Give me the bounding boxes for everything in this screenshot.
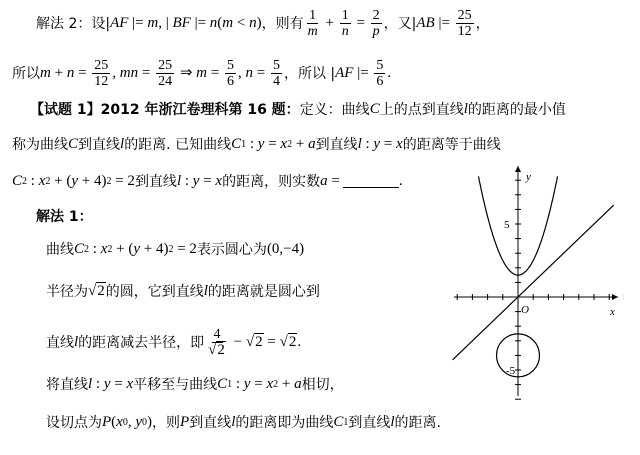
math-symbol: : (181, 173, 193, 189)
math-fraction (271, 58, 282, 89)
math-variable: x (215, 173, 223, 189)
math-symbol: = (252, 65, 269, 81)
math-superscript: 2 (107, 243, 113, 255)
fraction-numerator: 2 (372, 8, 380, 23)
math-variable: y (257, 136, 265, 152)
math-variable: x (396, 136, 403, 152)
math-variable: x (38, 173, 46, 189)
math-symbol: ( (217, 15, 223, 31)
fraction-denominator: 6 (226, 74, 234, 89)
math-fraction (92, 58, 110, 89)
math-variable: C (231, 136, 242, 152)
math-symbol: = (74, 65, 91, 81)
text-segment: 到直线 (348, 414, 391, 431)
math-variable: l (231, 414, 236, 430)
math-symbol: ) (256, 15, 262, 31)
math-variable: C (217, 376, 228, 392)
math-variable: C (12, 173, 23, 189)
math-symbol: = (380, 136, 397, 152)
math-symbol: = 2 (173, 241, 197, 257)
math-variable: C (68, 136, 79, 152)
text-segment: ， (475, 15, 490, 32)
math-symbol: ⇒ (176, 65, 197, 81)
math-fraction (206, 327, 228, 358)
math-symbol: (0,−4) (266, 241, 305, 257)
text-segment: 到直线 (78, 136, 121, 153)
math-variable: m (147, 15, 159, 31)
math-symbol: = (250, 376, 267, 392)
math-symbol: + ( (112, 241, 134, 257)
math-superscript: 2 (106, 175, 112, 187)
math-symbol: = (207, 65, 223, 81)
math-symbol: < (233, 15, 250, 31)
math-fraction (456, 8, 474, 39)
math-symbol: : (246, 136, 258, 152)
text-line-l9 (46, 327, 301, 358)
x-axis-arrow (612, 294, 618, 300)
text-segment: ，则有 (261, 15, 304, 32)
math-variable: y (373, 136, 381, 152)
math-symbol: + (321, 15, 338, 31)
text-segment: 的距离即为曲线 (235, 414, 334, 431)
coordinate-graph (448, 160, 624, 400)
text-segment: 到直线 (134, 173, 177, 190)
text-segment: 直线 (46, 334, 74, 351)
math-subscript: 0 (142, 416, 148, 428)
fraction-denominator: p (372, 24, 380, 39)
math-symbol: = (138, 65, 155, 81)
math-symbol: + (278, 376, 295, 392)
math-subscript: 1 (343, 416, 349, 428)
math-symbol: + ( (50, 173, 72, 189)
math-variable: y (71, 173, 78, 189)
math-variable: x (280, 136, 288, 152)
sqrt-radicand: 2 (97, 283, 105, 299)
math-symbol: = (263, 334, 280, 350)
math-subscript: 2 (22, 175, 28, 187)
fraction-numerator: 25 (94, 58, 109, 73)
math-variable: x (126, 376, 134, 392)
fraction-denominator: 4 (272, 74, 280, 89)
fraction-denominator: 6 (376, 74, 384, 89)
math-symbol: : (361, 136, 374, 152)
text-segment: 平移至与曲线 (133, 376, 218, 393)
y-axis-arrow (515, 166, 521, 172)
answer-blank (343, 175, 399, 188)
text-segment: 到直线 (315, 136, 358, 153)
math-variable: mn (119, 65, 139, 81)
text-segment: 的距离就是圆心到 (207, 283, 320, 300)
math-variable: m (196, 65, 208, 81)
text-segment: 半径为 (46, 283, 88, 300)
sqrt-radicand: 2 (255, 334, 263, 350)
text-segment: 称为曲线 (12, 136, 68, 153)
math-fraction (340, 8, 351, 39)
math-symbol: = (199, 173, 216, 189)
math-variable: y (135, 414, 143, 430)
sqrt-symbol: √2 (88, 283, 105, 299)
math-symbol: , (112, 65, 120, 81)
text-line-l3 (30, 102, 566, 117)
fraction-numerator: 5 (272, 58, 280, 73)
math-variable: BF (172, 15, 191, 31)
math-variable: y (192, 173, 200, 189)
math-variable: l (120, 136, 125, 152)
math-symbol: + (50, 65, 67, 81)
math-symbol: = (264, 136, 281, 152)
sqrt-radicand: 2 (217, 342, 225, 358)
text-segment: 的距离等于曲线 (402, 136, 501, 153)
math-superscript: 2 (273, 378, 279, 390)
text-line-l6 (36, 210, 93, 224)
math-subscript: 0 (122, 416, 128, 428)
math-symbol: : (92, 376, 104, 392)
text-segment: 上的点到直线 (379, 101, 464, 118)
text-line-l11 (46, 415, 441, 430)
math-symbol: . (387, 65, 392, 81)
text-line-l8 (46, 284, 320, 299)
fraction-numerator: 5 (226, 58, 234, 73)
math-variable: a (308, 136, 316, 152)
math-subscript: 1 (241, 138, 247, 150)
math-symbol: + 4) (78, 173, 107, 189)
fraction-denominator: n (341, 24, 349, 39)
math-variable: x (116, 414, 123, 430)
text-segment: ，所以 | (283, 65, 336, 82)
text-segment: 所以 (12, 65, 40, 82)
math-superscript: 2 (45, 175, 51, 187)
text-line-l4 (12, 137, 501, 152)
sqrt-symbol: √2 (208, 342, 225, 358)
origin-label: O (521, 304, 529, 316)
text-line-l2 (12, 58, 391, 89)
text-segment: 解法 2：设| (36, 15, 111, 32)
text-segment: ，则 (152, 414, 181, 431)
math-symbol: , (237, 65, 246, 81)
fraction-numerator: 4 (213, 327, 221, 342)
math-symbol: − (229, 334, 246, 350)
math-variable: P (180, 414, 190, 430)
math-variable: n (209, 15, 218, 31)
math-variable: l (390, 414, 395, 430)
math-fraction (306, 8, 320, 39)
math-variable: x (266, 376, 274, 392)
sqrt-symbol: √2 (279, 334, 297, 350)
fraction-numerator: 25 (457, 8, 472, 23)
fraction-numerator: 25 (158, 58, 173, 73)
math-symbol: |= (128, 15, 148, 31)
math-variable: l (74, 334, 79, 350)
text-segment: 的距离的最小值 (467, 101, 566, 118)
text-segment: 到直线 (189, 414, 232, 431)
fraction-denominator (206, 343, 228, 358)
text-segment: ，又| (383, 15, 417, 32)
math-variable: C (369, 101, 380, 117)
math-symbol: ( (111, 414, 117, 430)
math-symbol: : (89, 241, 101, 257)
fraction-numerator: 5 (376, 58, 384, 73)
text-segment: 表示圆心为 (196, 241, 267, 258)
fraction-numerator: 1 (309, 8, 317, 23)
math-superscript: 2 (287, 138, 293, 150)
math-variable: AF (335, 65, 354, 81)
math-variable: n (66, 65, 75, 81)
math-fraction (225, 58, 236, 89)
math-variable: x (100, 241, 108, 257)
math-variable: l (463, 101, 468, 117)
x-axis-label: x (610, 306, 615, 318)
text-segment: 的圆，它到直线 (105, 283, 204, 300)
math-symbol: = (352, 15, 369, 31)
math-symbol: + (292, 136, 309, 152)
tick-label-5: 5 (504, 219, 510, 231)
text-segment: 相切， (301, 376, 344, 393)
math-variable: y (133, 241, 140, 257)
y-axis-label: y (526, 171, 531, 183)
math-symbol: ) (147, 414, 153, 430)
math-variable: y (243, 376, 251, 392)
math-variable: a (294, 376, 302, 392)
math-symbol: = (110, 376, 127, 392)
text-line-l7 (46, 242, 304, 257)
text-line-l10 (46, 377, 344, 392)
text-segment: 设切点为 (46, 414, 102, 431)
fraction-denominator: 24 (158, 74, 173, 89)
text-line-l5 (12, 174, 403, 189)
line-y-equals-x (453, 205, 614, 360)
math-fraction (156, 58, 174, 89)
math-symbol: |= (353, 65, 373, 81)
text-segment: 解法 1： (36, 209, 93, 225)
math-subscript: 2 (84, 243, 90, 255)
fraction-numerator: 1 (341, 8, 349, 23)
text-segment: 的距离. (394, 414, 441, 431)
text-segment: 曲线 (46, 241, 74, 258)
sqrt-symbol: √2 (245, 334, 263, 350)
math-symbol: , | (158, 15, 173, 31)
math-variable: l (203, 283, 208, 299)
text-segment: 将直线 (46, 376, 88, 393)
math-superscript: 2 (168, 243, 174, 255)
math-variable: n (249, 15, 257, 31)
math-variable: C (333, 414, 344, 430)
math-symbol: |= (190, 15, 210, 31)
fraction-denominator: m (307, 24, 318, 39)
math-fraction (371, 8, 382, 39)
fraction-denominator: 12 (94, 74, 109, 89)
math-variable: C (74, 241, 85, 257)
text-segment: 的距离，则实数 (222, 173, 321, 190)
math-symbol: + 4) (140, 241, 169, 257)
text-segment: 【试题 1】2012 年浙江卷理科第 16 题： (30, 101, 300, 118)
math-variable: AF (110, 15, 129, 31)
math-symbol: , (127, 414, 136, 430)
text-segment: 定义：曲线 (299, 101, 370, 118)
math-fraction (374, 58, 385, 89)
math-symbol: . (297, 334, 302, 350)
text-segment: 的距离. 已知曲线 (124, 136, 232, 153)
math-symbol: . (398, 173, 403, 189)
sqrt-radicand: 2 (288, 334, 297, 350)
math-symbol: : (27, 173, 39, 189)
math-variable: l (88, 376, 93, 392)
math-variable: l (357, 136, 362, 152)
math-symbol: = 2 (111, 173, 135, 189)
math-symbol: : (232, 376, 244, 392)
math-variable: P (102, 414, 112, 430)
math-variable: AB (416, 15, 435, 31)
text-segment: 的距离减去半径，即 (78, 334, 205, 351)
math-variable: n (245, 65, 253, 81)
math-variable: m (222, 15, 234, 31)
math-subscript: 1 (227, 378, 233, 390)
math-variable: l (176, 173, 182, 189)
text-line-l1 (36, 8, 490, 39)
math-variable: y (103, 376, 111, 392)
math-symbol: |= (434, 15, 454, 31)
fraction-denominator: 12 (457, 24, 472, 39)
math-symbol: = (327, 173, 340, 189)
tick-label-neg5: -5 (506, 365, 516, 377)
math-variable: m (40, 65, 51, 81)
math-variable: a (320, 173, 328, 189)
